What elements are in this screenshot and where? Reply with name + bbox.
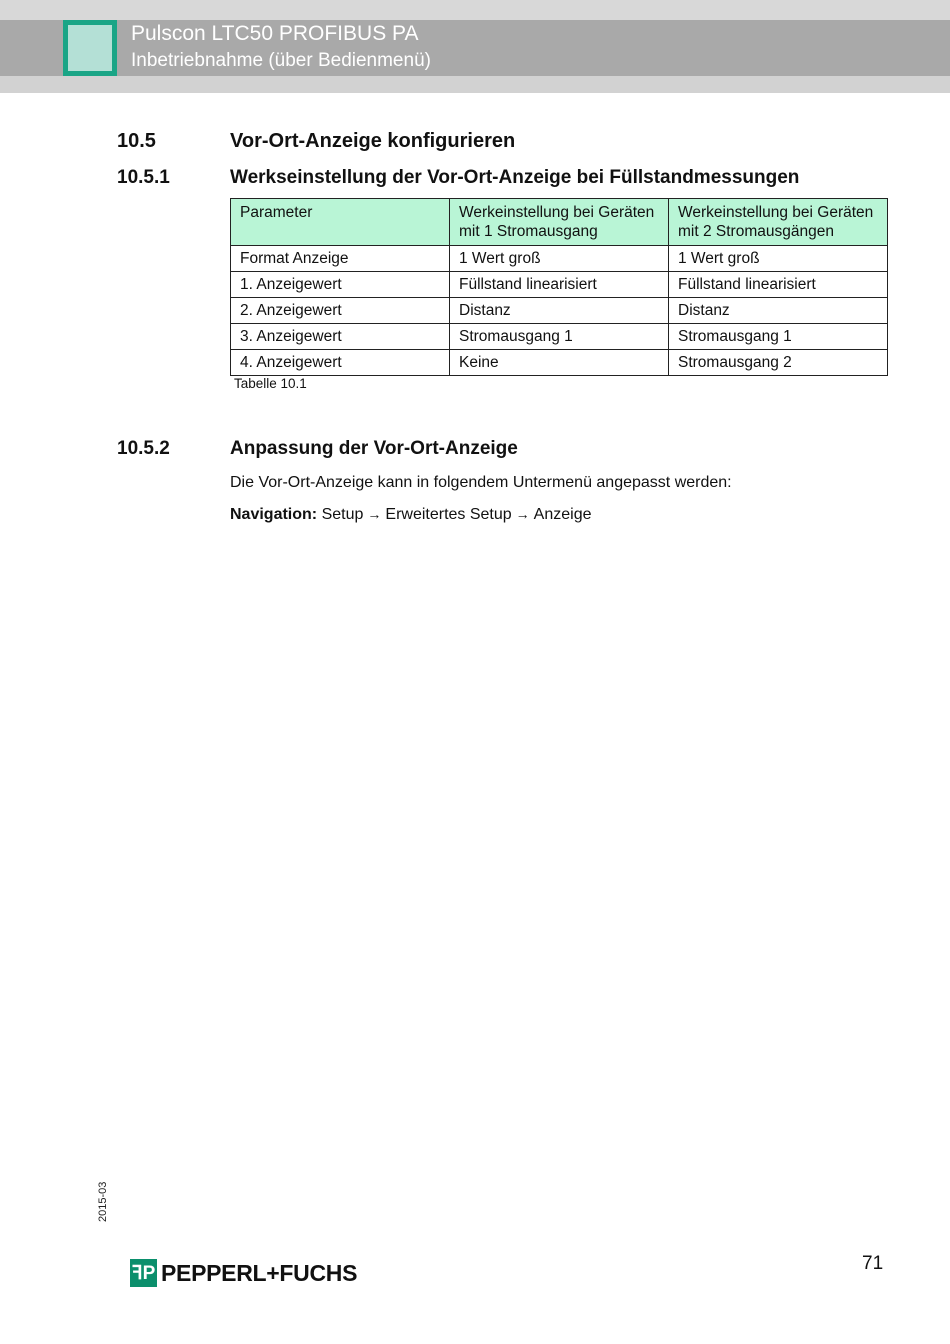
table-cell: 3. Anzeigewert bbox=[231, 324, 450, 350]
table-row bbox=[231, 298, 888, 324]
settings-table bbox=[230, 198, 888, 376]
nav-step: Anzeige bbox=[533, 506, 592, 523]
table-cell: Distanz bbox=[450, 298, 669, 324]
navigation-label: Navigation: bbox=[230, 506, 318, 523]
table-cell: 4. Anzeigewert bbox=[231, 350, 450, 376]
table-cell: Distanz bbox=[669, 298, 888, 324]
subsection2-number: 10.5.2 bbox=[117, 438, 170, 459]
subsection1-number: 10.5.1 bbox=[117, 167, 170, 188]
table-header-cell: Werkeinstellung bei Geräten mit 2 Stromausgängen bbox=[669, 199, 888, 246]
table-cell: Füllstand linearisiert bbox=[669, 272, 888, 298]
page-number: 71 bbox=[862, 1253, 884, 1274]
navigation-path bbox=[230, 506, 592, 524]
table-cell: Füllstand linearisiert bbox=[450, 272, 669, 298]
table-row bbox=[231, 246, 888, 272]
header-lower-strip bbox=[0, 76, 950, 93]
nav-step: Setup bbox=[321, 506, 364, 523]
section-title: Vor-Ort-Anzeige konfigurieren bbox=[230, 130, 516, 152]
company-name: PEPPERL+FUCHS bbox=[161, 1259, 358, 1286]
section-number: 10.5 bbox=[117, 130, 156, 152]
table-cell: 1. Anzeigewert bbox=[231, 272, 450, 298]
header-top-strip bbox=[0, 0, 950, 20]
table-cell: Stromausgang 1 bbox=[669, 324, 888, 350]
table-header-cell: Werkeinstellung bei Geräten mit 1 Stromausgang bbox=[450, 199, 669, 246]
nav-step: Erweitertes Setup bbox=[385, 506, 512, 523]
header-logo-square bbox=[63, 20, 117, 76]
table-cell: 1 Wert groß bbox=[450, 246, 669, 272]
company-logo bbox=[130, 1259, 357, 1287]
arrow-right-icon: → bbox=[515, 506, 530, 522]
table-header-row bbox=[231, 199, 888, 246]
intro-paragraph: Die Vor-Ort-Anzeige kann in folgendem Untermenü angepasst werden: bbox=[230, 474, 732, 491]
subsection1-title: Werkseinstellung der Vor-Ort-Anzeige bei Füllstandmessungen bbox=[230, 167, 800, 188]
table-row bbox=[231, 272, 888, 298]
document-date: 2015-03 bbox=[97, 1181, 109, 1222]
table-cell: 1 Wert groß bbox=[669, 246, 888, 272]
table-row bbox=[231, 350, 888, 376]
pf-logo-icon: ꟻP bbox=[130, 1259, 157, 1287]
table-cell: 2. Anzeigewert bbox=[231, 298, 450, 324]
table-caption: Tabelle 10.1 bbox=[234, 376, 307, 391]
table-cell: Keine bbox=[450, 350, 669, 376]
table-cell: Stromausgang 1 bbox=[450, 324, 669, 350]
arrow-right-icon: → bbox=[367, 506, 382, 522]
header-subtitle: Inbetriebnahme (über Bedienmenü) bbox=[131, 50, 431, 71]
table-row bbox=[231, 324, 888, 350]
table-cell: Stromausgang 2 bbox=[669, 350, 888, 376]
subsection2-title: Anpassung der Vor-Ort-Anzeige bbox=[230, 438, 518, 459]
header-title: Pulscon LTC50 PROFIBUS PA bbox=[131, 22, 419, 45]
table-header-cell: Parameter bbox=[231, 199, 450, 246]
table-cell: Format Anzeige bbox=[231, 246, 450, 272]
